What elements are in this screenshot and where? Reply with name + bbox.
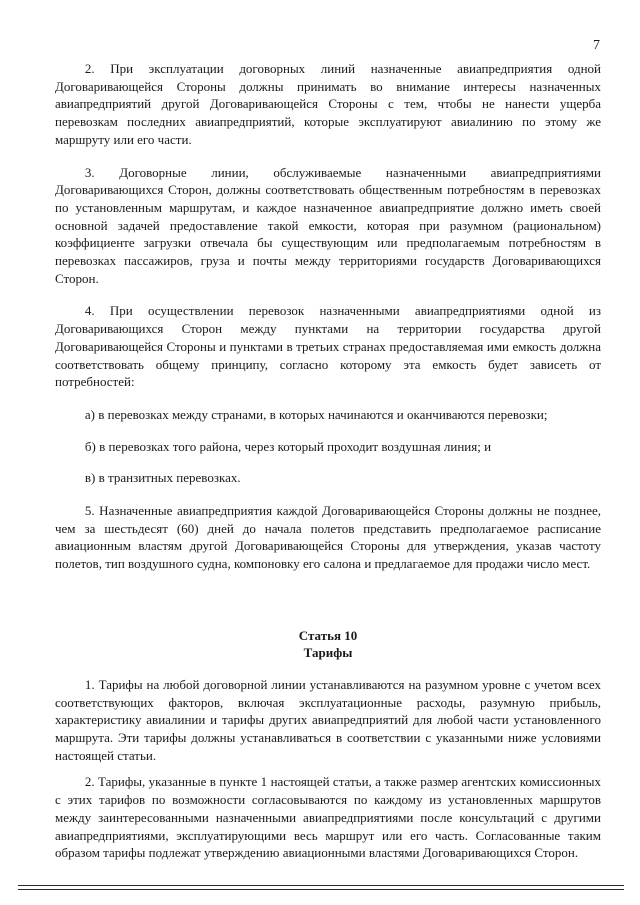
paragraph-4: 4. При осуществлении перевозок назначенными авиапредприятиями одной из Договаривающихся Сторон между пунктами на территории государства другой Договаривающейся Стороны и пунктами в третьих странах предоставляемая ими емкость должна соответствовать общему принципу, согласно которому эта емкость будет зависеть от потребностей: xyxy=(55,303,601,390)
list-item-c: в) в транзитных перевозках. xyxy=(84,470,241,486)
article-paragraph-2: 2. Тарифы, указанные в пункте 1 настоящей статьи, а также размер агентских комиссионных с этих тарифов по возможности согласовываются по каждому из установленных маршрутов между заинтересованными назначенными авиапредприятиями после консультаций с другими авиапредприятиями, эксплуатирующими весь маршрут или его часть. Согласованные таким образом тарифы подлежат утверждению авиационными властями Договаривающихся Сторон. xyxy=(55,774,601,861)
article-title: Тарифы xyxy=(303,644,353,660)
paragraph-5: 5. Назначенные авиапредприятия каждой Договаривающейся Стороны должны не позднее, чем за шестьдесят (60) дней до начала полетов представить предполагаемое расписание авиационным властям другой Договаривающейся Стороны для утверждения, указав частоту полетов, тип воздушного судна, компоновку его салона и предлагаемое для продажи число мест. xyxy=(55,503,601,572)
list-item-b: б) в перевозках того района, через который проходит воздушная линия; и xyxy=(84,438,492,454)
article-paragraph-1: 1. Тарифы на любой договорной линии устанавливаются на разумном уровне с учетом всех соответствующих факторов, включая эксплуатационные расходы, разумную прибыль, характеристику авиалинии и тарифы других авиапредприятий для любой части установленного маршрута. Эти тарифы должны устанавливаться в соответствии с указанными ниже условиями настоящей статьи. xyxy=(55,676,601,763)
paragraph-2: 2. При эксплуатации договорных линий назначенные авиапредприятия одной Договаривающейся Стороны должны принимать во внимание интересы назначенных авиапредприятий другой Договаривающейся Стороны с тем, чтобы не нанести ущерба перевозкам последних авиапредприятий, которые эксплуатируют авиалинию по этому же маршруту или его части. xyxy=(55,61,601,147)
document-body xyxy=(55,60,601,862)
page-number: 7 xyxy=(593,38,600,53)
list-item-a: а) в перевозках между странами, в которых начинаются и оканчиваются перевозки; xyxy=(84,406,548,422)
bottom-border-line xyxy=(18,889,624,890)
bottom-border-line xyxy=(18,885,624,886)
paragraph-3: 3. Договорные линии, обслуживаемые назначенными авиапредприятиями Договаривающихся Сторон, должны соответствовать общественным потребностям в перевозках по установленным маршрутам, и каждое назначенное авиапредприятие должно иметь своей основной задачей предоставление такой емкости, которая при разумном (рациональном) коэффициенте загрузки отвечала бы существующим или предполагаемым потребностям в перевозках пассажиров, груза и почты между территориями государств Договаривающихся Сторон. xyxy=(55,164,601,286)
article-number: Статья 10 xyxy=(298,627,358,643)
